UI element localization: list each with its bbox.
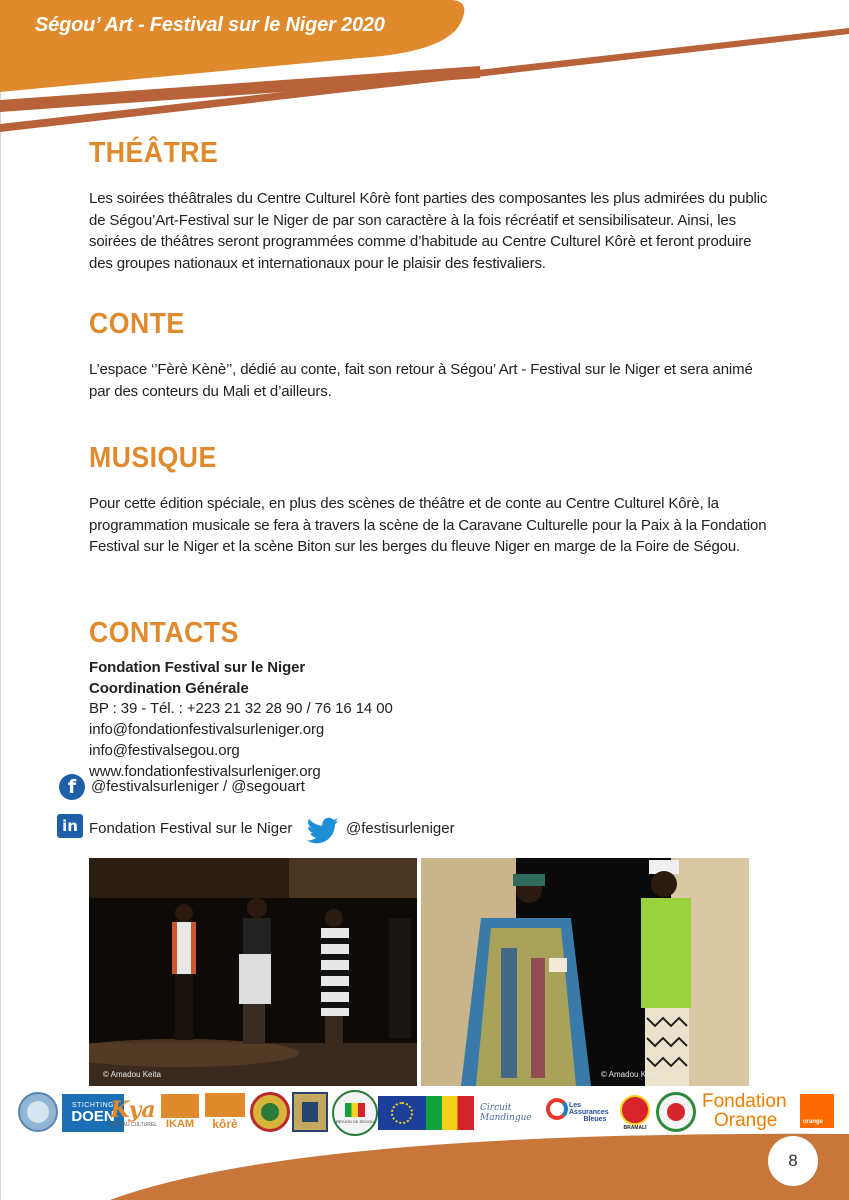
musique-section	[89, 441, 769, 558]
photo-credit-left: © Amadou Keita	[103, 1070, 161, 1079]
conte-heading: CONTE	[89, 308, 185, 340]
header-title: Ségou’ Art - Festival sur le Niger 2020	[35, 14, 385, 36]
twitter-handle[interactable]: @festisurleniger	[346, 820, 455, 837]
assurances-bleues-logo: Les Assurances Bleues	[569, 1101, 609, 1123]
eu-flag-logo	[378, 1096, 426, 1130]
linkedin-label[interactable]: Fondation Festival sur le Niger	[89, 820, 293, 837]
coat-of-arms-logo	[292, 1092, 328, 1132]
linkedin-icon[interactable]: in	[57, 814, 83, 838]
theatre-heading: THÉÂTRE	[89, 137, 219, 169]
contact-email-1[interactable]: info@fondationfestivalsurleniger.org	[89, 721, 325, 739]
musique-body: Pour cette édition spéciale, en plus des scènes de théâtre et de conte au Centre Culturel Kôrè, la programmation musicale se fera à travers la scène de la Caravane Culturelle pour la Paix à la Fondation Festival sur le Niger et la scène Biton sur les berges du fleuve Niger en marge de la Foire de Ségou.	[89, 495, 767, 555]
contact-phone: BP : 39 - Tél. : +223 21 32 28 90 / 76 16 14 00	[89, 700, 393, 718]
kya-logo: Kya RESEAU CULTUREL	[109, 1097, 157, 1128]
orange-logo: orange	[800, 1094, 834, 1128]
circuit-mandingue-logo: Circuit Mandingue	[480, 1103, 532, 1123]
contact-organization: Fondation Festival sur le Niger	[89, 659, 306, 676]
seal-logo-3	[656, 1092, 696, 1132]
seal-logo-1	[18, 1092, 58, 1132]
mali-flag-logo	[426, 1096, 474, 1130]
stage-scene-left	[89, 858, 417, 1086]
seal-logo-2	[250, 1092, 290, 1132]
fondation-orange-logo: Fondation Orange	[702, 1091, 787, 1131]
conte-section	[89, 307, 769, 402]
contact-website[interactable]: www.fondationfestivalsurleniger.org	[89, 762, 321, 780]
musique-heading: MUSIQUE	[89, 442, 217, 474]
theatre-body: Les soirées théâtrales du Centre Culturel Kôrè font parties des composantes les plus admirées du public de Ségou’Art-Festival sur le Niger de par son caractère à la fois récréatif et sensibilisateur. Ainsi, les soirées de théâtres seront programmées comme d’habitude au Centre Culturel Kôrè et feront produire des groupes nationaux et internationaux pour le plaisir des festivaliers.	[89, 190, 768, 272]
theatre-photo-right	[421, 858, 749, 1086]
ikam-logo: IKAM	[160, 1092, 200, 1132]
facebook-icon[interactable]: f	[59, 774, 85, 800]
stage-scene-right	[421, 858, 749, 1086]
kore-logo: kôrè	[204, 1092, 246, 1132]
region-segou-logo: RÉGION DE SÉGOU	[332, 1090, 378, 1136]
contact-department: Coordination Générale	[89, 679, 249, 697]
facebook-handle[interactable]: @festivalsurleniger / @segouart	[91, 778, 305, 795]
bramali-logo: BRAMALI	[618, 1090, 652, 1136]
contacts-section	[89, 616, 729, 782]
contact-email-2[interactable]: info@festivalsegou.org	[89, 741, 240, 759]
footer-band	[0, 1130, 849, 1200]
theatre-section	[89, 136, 769, 274]
assurances-circle-logo	[546, 1098, 568, 1120]
page-number: 8	[768, 1136, 818, 1186]
theatre-photo-left	[89, 858, 417, 1086]
photo-credit-right: © Amadou Keita	[601, 1070, 659, 1079]
doen-logo: STICHTING DOEN	[62, 1094, 124, 1132]
conte-body: L’espace ‘’Fèrè Kènè’’, dédié au conte, fait son retour à Ségou’ Art - Festival sur le Niger et sera animé par des conteurs du Mali et d’ailleurs.	[89, 361, 753, 400]
contacts-heading: CONTACTS	[89, 617, 239, 649]
twitter-icon[interactable]	[307, 817, 339, 845]
